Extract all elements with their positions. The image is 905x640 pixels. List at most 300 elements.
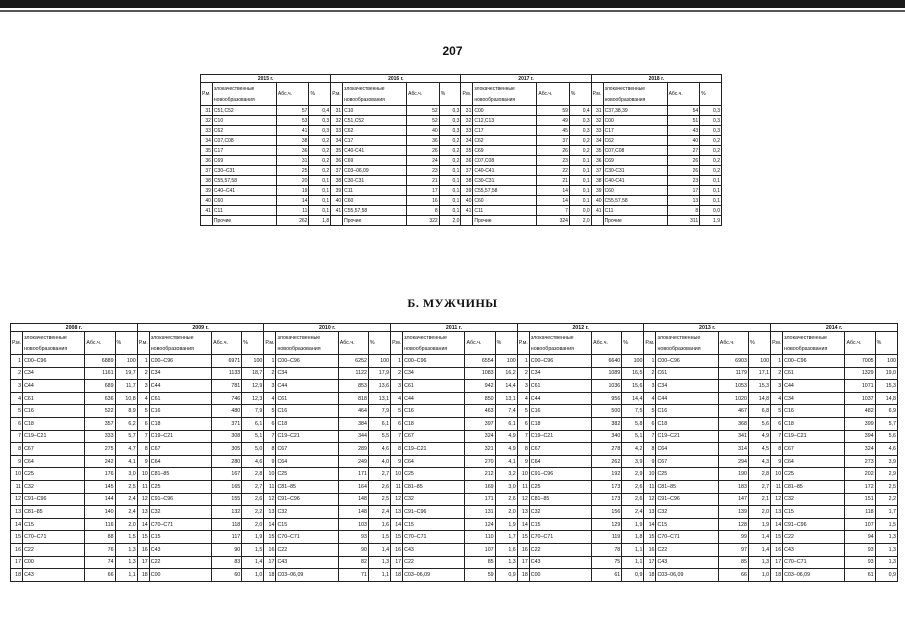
rank-cell: 8	[137, 443, 149, 456]
diagnosis-cell: C32	[23, 480, 85, 493]
pct-cell: 7,9	[242, 405, 264, 418]
abs-cell: 397	[465, 417, 495, 430]
abs-cell: 850	[465, 392, 495, 405]
abs-cell: 357	[85, 417, 115, 430]
diagnosis-cell: C34	[23, 367, 85, 380]
abs-cell: 88	[85, 531, 115, 544]
abs-cell: 171	[338, 468, 368, 481]
diagnosis-cell: C00	[529, 569, 591, 582]
pct-cell: 0,1	[439, 176, 461, 186]
abs-cell: 76	[85, 543, 115, 556]
diagnosis-header	[23, 332, 85, 355]
table-row	[201, 126, 722, 136]
rank-cell: 6	[137, 417, 149, 430]
abs-cell: 322	[407, 216, 440, 226]
abs-cell: 93	[845, 556, 875, 569]
rank-cell: 17	[517, 556, 529, 569]
diagnosis-cell: C22	[783, 531, 845, 544]
abs-cell: 19	[276, 186, 309, 196]
rank-cell: 1	[517, 355, 529, 368]
table-row	[11, 367, 898, 380]
pct-cell: 3,2	[495, 468, 517, 481]
diagnosis-cell: C17	[212, 146, 276, 156]
abs-cell: 314	[718, 443, 748, 456]
rank-cell: 12	[264, 493, 276, 506]
abs-cell: 1083	[465, 367, 495, 380]
diagnosis-cell: C11	[603, 206, 667, 216]
abs-cell: 144	[85, 493, 115, 506]
diagnosis-cell: C16	[403, 405, 465, 418]
diagnosis-cell: C00–C96	[149, 355, 211, 368]
pct-cell: 14,4	[622, 392, 644, 405]
pct-cell: 2,0	[242, 518, 264, 531]
diagnosis-cell: C32	[149, 506, 211, 519]
rank-cell: 38	[591, 176, 603, 186]
diagnosis-header	[149, 332, 211, 355]
diagnosis-cell: Прочие	[343, 216, 407, 226]
abs-cell: 8	[667, 206, 700, 216]
pct-cell: 5,0	[242, 443, 264, 456]
abs-cell: 139	[718, 506, 748, 519]
abs-cell: 119	[592, 531, 622, 544]
abs-cell: 103	[338, 518, 368, 531]
rank-cell: 17	[771, 556, 783, 569]
diagnosis-header-top: злокачественные	[277, 334, 321, 341]
diagnosis-cell: C18	[783, 417, 845, 430]
rank-cell: 35	[201, 146, 213, 156]
abs-cell: 464	[338, 405, 368, 418]
diagnosis-cell: C81–85	[149, 468, 211, 481]
rank-cell: 16	[391, 543, 403, 556]
table-row	[11, 405, 898, 418]
abs-cell: 145	[85, 480, 115, 493]
rank-cell: 37	[461, 166, 473, 176]
diagnosis-cell: C44	[529, 392, 591, 405]
abs-cell: 131	[465, 506, 495, 519]
abs-cell: 61	[845, 569, 875, 582]
diagnosis-header-bottom: новообразования	[657, 345, 701, 352]
abs-cell: 118	[845, 506, 875, 519]
rank-cell: 7	[517, 430, 529, 443]
diagnosis-cell: C40-C41	[603, 176, 667, 186]
rank-cell: 7	[137, 430, 149, 443]
pct-cell: 0,1	[439, 166, 461, 176]
abs-cell: 40	[667, 136, 700, 146]
pct-cell: 2,4	[115, 493, 137, 506]
diagnosis-cell: C69	[473, 146, 537, 156]
rank-cell: 16	[771, 543, 783, 556]
diagnosis-cell: C81–85	[783, 480, 845, 493]
abs-cell: 212	[465, 468, 495, 481]
pct-cell: 1,3	[368, 556, 390, 569]
pct-cell: 0,2	[439, 156, 461, 166]
rank-cell: 17	[137, 556, 149, 569]
pct-cell: 14,4	[495, 380, 517, 393]
abs-cell: 289	[338, 443, 368, 456]
abs-cell: 482	[845, 405, 875, 418]
rank-cell: 40	[201, 196, 213, 206]
abs-cell: 6971	[212, 355, 242, 368]
pct-cell: 2,5	[115, 480, 137, 493]
rank-cell: 13	[391, 506, 403, 519]
diagnosis-cell: C19–C21	[529, 430, 591, 443]
table-row	[201, 116, 722, 126]
rank-cell: 9	[11, 455, 23, 468]
rank-cell: 4	[644, 392, 656, 405]
diagnosis-cell: C19–C21	[276, 430, 338, 443]
rank-cell	[461, 216, 473, 226]
diagnosis-cell: C44	[276, 380, 338, 393]
rank-cell: 2	[771, 367, 783, 380]
diagnosis-cell: C67	[149, 443, 211, 456]
diagnosis-cell: C64	[656, 443, 718, 456]
diagnosis-cell: C44	[656, 392, 718, 405]
pct-cell: 0,1	[569, 176, 591, 186]
diagnosis-header-top: злокачественные	[404, 334, 447, 341]
rank-cell: 4	[771, 392, 783, 405]
year-header-row	[201, 75, 722, 83]
diagnosis-cell: C70–C71	[23, 531, 85, 544]
abs-cell: 40	[407, 126, 440, 136]
pct-cell: 1,3	[495, 556, 517, 569]
diagnosis-cell: C67	[403, 430, 465, 443]
pct-cell: 2,2	[875, 493, 897, 506]
diagnosis-cell: C30-C31	[343, 176, 407, 186]
abs-cell: 942	[465, 380, 495, 393]
rank-cell: 10	[137, 468, 149, 481]
pct-cell: 1,1	[115, 569, 137, 582]
rank-cell: 10	[644, 468, 656, 481]
rank-cell: 10	[771, 468, 783, 481]
diagnosis-cell: C40–C41	[212, 186, 276, 196]
diagnosis-cell: C22	[656, 543, 718, 556]
pct-cell: 4,2	[622, 443, 644, 456]
pct-cell: 5,5	[368, 430, 390, 443]
rank-cell: 13	[264, 506, 276, 519]
abs-cell: 1089	[592, 367, 622, 380]
rank-cell: 10	[391, 468, 403, 481]
pct-cell: 0,2	[309, 166, 331, 176]
abs-cell: 384	[338, 417, 368, 430]
abs-cell: 173	[592, 493, 622, 506]
rank-header: Р.м.	[644, 332, 656, 355]
abs-cell: 93	[338, 531, 368, 544]
rank-cell: 6	[771, 417, 783, 430]
table-row	[11, 506, 898, 519]
diagnosis-cell: C16	[529, 405, 591, 418]
diagnosis-cell: C25	[529, 480, 591, 493]
abs-cell: 31	[276, 156, 309, 166]
diagnosis-cell: C91–C96	[783, 518, 845, 531]
abs-cell: 172	[845, 480, 875, 493]
diagnosis-cell: C00–C96	[783, 355, 845, 368]
pct-cell: 2,0	[495, 506, 517, 519]
rank-cell: 36	[461, 156, 473, 166]
rank-cell: 13	[517, 506, 529, 519]
abs-cell: 45	[537, 126, 570, 136]
diagnosis-header-top: злокачественные	[604, 85, 645, 92]
table-row	[201, 166, 722, 176]
pct-cell: 5,7	[115, 430, 137, 443]
diagnosis-cell: C18	[23, 417, 85, 430]
abs-cell: 99	[718, 531, 748, 544]
pct-cell: 5,7	[875, 417, 897, 430]
pct-cell: 0,2	[700, 156, 722, 166]
abs-cell: 183	[718, 480, 748, 493]
diagnosis-cell: C64	[276, 455, 338, 468]
diagnosis-header-top: злокачественные	[784, 334, 827, 341]
table-row	[11, 569, 898, 582]
diagnosis-cell: C32	[656, 506, 718, 519]
abs-cell: 190	[718, 468, 748, 481]
pct-cell: 0,2	[700, 166, 722, 176]
pct-header: %	[875, 332, 897, 355]
diagnosis-cell: Прочие	[603, 216, 667, 226]
year-header: 2009 г.	[137, 324, 264, 332]
pct-cell: 2,0	[569, 216, 591, 226]
pct-cell: 1,1	[622, 556, 644, 569]
diagnosis-cell: C18	[403, 417, 465, 430]
rank-cell: 16	[517, 543, 529, 556]
abs-header: Абс.ч.	[212, 332, 242, 355]
diagnosis-cell: C16	[276, 405, 338, 418]
abs-cell: 26	[667, 166, 700, 176]
pct-cell: 1,6	[368, 518, 390, 531]
pct-cell: 2,6	[622, 480, 644, 493]
rank-cell: 7	[391, 430, 403, 443]
diagnosis-cell: C30-C31	[603, 166, 667, 176]
abs-cell: 90	[338, 543, 368, 556]
diagnosis-cell: C67	[783, 443, 845, 456]
abs-cell: 689	[85, 380, 115, 393]
abs-header: Абс.ч.	[845, 332, 875, 355]
abs-cell: 818	[338, 392, 368, 405]
rank-cell: 12	[391, 493, 403, 506]
pct-cell: 2,0	[115, 518, 137, 531]
diagnosis-cell: C25	[23, 468, 85, 481]
abs-cell: 1329	[845, 367, 875, 380]
abs-cell: 117	[212, 531, 242, 544]
rank-cell: 1	[391, 355, 403, 368]
pct-cell: 0,1	[439, 206, 461, 216]
pct-cell: 0,1	[700, 186, 722, 196]
diagnosis-cell: C62	[343, 126, 407, 136]
abs-cell: 43	[667, 126, 700, 136]
pct-cell: 2,2	[242, 506, 264, 519]
pct-cell: 0,4	[569, 106, 591, 116]
diagnosis-cell: C00	[473, 106, 537, 116]
rank-cell: 18	[391, 569, 403, 582]
page-number: 207	[442, 44, 463, 58]
abs-cell: 155	[212, 493, 242, 506]
rank-cell: 4	[264, 392, 276, 405]
table-2008-2014	[10, 323, 898, 582]
diagnosis-cell: C10	[212, 116, 276, 126]
pct-cell: 2,7	[748, 480, 770, 493]
table-row	[201, 216, 722, 226]
diagnosis-header-top: злокачественные	[213, 85, 255, 92]
diagnosis-cell: C62	[603, 136, 667, 146]
rank-cell: 4	[11, 392, 23, 405]
pct-cell: 5,6	[875, 430, 897, 443]
pct-cell: 13,1	[495, 392, 517, 405]
abs-cell: 6903	[718, 355, 748, 368]
abs-cell: 124	[465, 518, 495, 531]
pct-cell: 2,0	[439, 216, 461, 226]
scan-top-border	[0, 0, 905, 8]
diagnosis-cell: C91–C96	[529, 468, 591, 481]
abs-header: Абс.ч.	[407, 83, 440, 106]
diagnosis-cell: Прочие	[212, 216, 276, 226]
abs-cell: 116	[85, 518, 115, 531]
abs-cell: 1179	[718, 367, 748, 380]
pct-cell: 0,3	[309, 116, 331, 126]
rank-cell: 17	[644, 556, 656, 569]
diagnosis-cell: C30–C31	[212, 166, 276, 176]
pct-cell: 6,1	[368, 417, 390, 430]
rank-cell: 8	[391, 443, 403, 456]
table-row	[201, 186, 722, 196]
rank-cell: 2	[264, 367, 276, 380]
rank-cell: 38	[331, 176, 343, 186]
pct-cell: 3,0	[495, 480, 517, 493]
abs-cell: 344	[338, 430, 368, 443]
diagnosis-cell: C43	[403, 543, 465, 556]
rank-cell: 33	[331, 126, 343, 136]
rank-cell: 14	[264, 518, 276, 531]
pct-cell: 0,2	[569, 136, 591, 146]
pct-cell: 7,5	[622, 405, 644, 418]
diagnosis-header	[529, 332, 591, 355]
abs-cell: 262	[592, 455, 622, 468]
pct-cell: 1,3	[115, 543, 137, 556]
diagnosis-header	[212, 83, 276, 106]
pct-cell: 0,1	[700, 176, 722, 186]
diagnosis-cell: C34	[149, 367, 211, 380]
abs-cell: 242	[85, 455, 115, 468]
diagnosis-cell: C34	[783, 392, 845, 405]
abs-cell: 97	[718, 543, 748, 556]
abs-cell: 83	[212, 556, 242, 569]
rank-cell: 13	[644, 506, 656, 519]
rank-cell: 17	[264, 556, 276, 569]
diagnosis-cell: C15	[783, 506, 845, 519]
diagnosis-cell: C17	[343, 136, 407, 146]
rank-cell: 31	[461, 106, 473, 116]
rank-cell: 6	[264, 417, 276, 430]
rank-cell: 8	[11, 443, 23, 456]
pct-cell: 0,4	[309, 106, 331, 116]
pct-cell: 0,1	[309, 196, 331, 206]
diagnosis-header-bottom: новообразования	[213, 96, 255, 103]
pct-cell: 100	[875, 355, 897, 368]
diagnosis-header-bottom: новообразования	[474, 96, 516, 103]
rank-cell: 2	[644, 367, 656, 380]
table-row	[11, 480, 898, 493]
rank-cell: 31	[331, 106, 343, 116]
pct-cell: 0,2	[439, 136, 461, 146]
pct-cell: 0,3	[439, 106, 461, 116]
abs-cell: 463	[465, 405, 495, 418]
diagnosis-header-bottom: новообразования	[344, 96, 385, 103]
diagnosis-header	[276, 332, 338, 355]
abs-cell: 27	[667, 146, 700, 156]
rank-cell: 32	[591, 116, 603, 126]
rank-cell: 4	[137, 392, 149, 405]
rank-cell: 39	[201, 186, 213, 196]
rank-cell: 1	[264, 355, 276, 368]
rank-header: Р.м.	[201, 83, 213, 106]
diagnosis-cell: C81–85	[276, 480, 338, 493]
diagnosis-header	[403, 332, 465, 355]
abs-cell: 7	[537, 206, 570, 216]
abs-cell: 1053	[718, 380, 748, 393]
diagnosis-header-bottom: новообразования	[784, 345, 828, 352]
diagnosis-cell: C03–06,09	[343, 166, 407, 176]
rank-cell: 3	[771, 380, 783, 393]
pct-cell: 0,1	[309, 186, 331, 196]
pct-cell: 6,1	[242, 417, 264, 430]
diagnosis-cell: C15	[529, 518, 591, 531]
diagnosis-cell: C43	[23, 569, 85, 582]
rank-cell: 15	[137, 531, 149, 544]
diagnosis-cell: C55,57,58	[343, 206, 407, 216]
pct-header: %	[242, 332, 264, 355]
diagnosis-cell: C67	[276, 443, 338, 456]
diagnosis-cell: C19–C21	[783, 430, 845, 443]
pct-cell: 12,9	[242, 380, 264, 393]
diagnosis-cell: C70–C71	[783, 556, 845, 569]
diagnosis-cell: C16	[656, 405, 718, 418]
rank-cell: 18	[644, 569, 656, 582]
diagnosis-cell: C44	[23, 380, 85, 393]
abs-cell: 26	[667, 156, 700, 166]
rank-cell: 5	[137, 405, 149, 418]
abs-cell: 59	[537, 106, 570, 116]
pct-cell: 1,9	[242, 531, 264, 544]
abs-cell: 371	[212, 417, 242, 430]
pct-cell: 5,1	[622, 430, 644, 443]
abs-cell: 394	[845, 430, 875, 443]
diagnosis-header-bottom: новообразования	[24, 345, 68, 352]
pct-cell: 4,3	[748, 455, 770, 468]
diagnosis-cell: C51,C52	[343, 116, 407, 126]
pct-cell: 0,1	[569, 196, 591, 206]
abs-cell: 14	[537, 196, 570, 206]
rank-cell: 8	[771, 443, 783, 456]
pct-cell: 17,1	[748, 367, 770, 380]
pct-cell: 4,0	[368, 455, 390, 468]
pct-cell: 1,4	[748, 543, 770, 556]
abs-cell: 14	[537, 186, 570, 196]
abs-cell: 275	[85, 443, 115, 456]
pct-header: %	[115, 332, 137, 355]
diagnosis-cell: C43	[656, 556, 718, 569]
pct-cell: 0,9	[495, 569, 517, 582]
abs-cell: 176	[85, 468, 115, 481]
table-2015-2018	[200, 74, 722, 226]
rank-cell: 3	[264, 380, 276, 393]
pct-cell: 0,9	[875, 569, 897, 582]
table-row	[11, 493, 898, 506]
rank-cell: 7	[771, 430, 783, 443]
rank-cell: 36	[331, 156, 343, 166]
pct-cell: 100	[115, 355, 137, 368]
diagnosis-header-bottom: новообразования	[404, 345, 448, 352]
abs-cell: 22	[537, 166, 570, 176]
abs-cell: 37	[537, 136, 570, 146]
diagnosis-cell: C18	[529, 417, 591, 430]
